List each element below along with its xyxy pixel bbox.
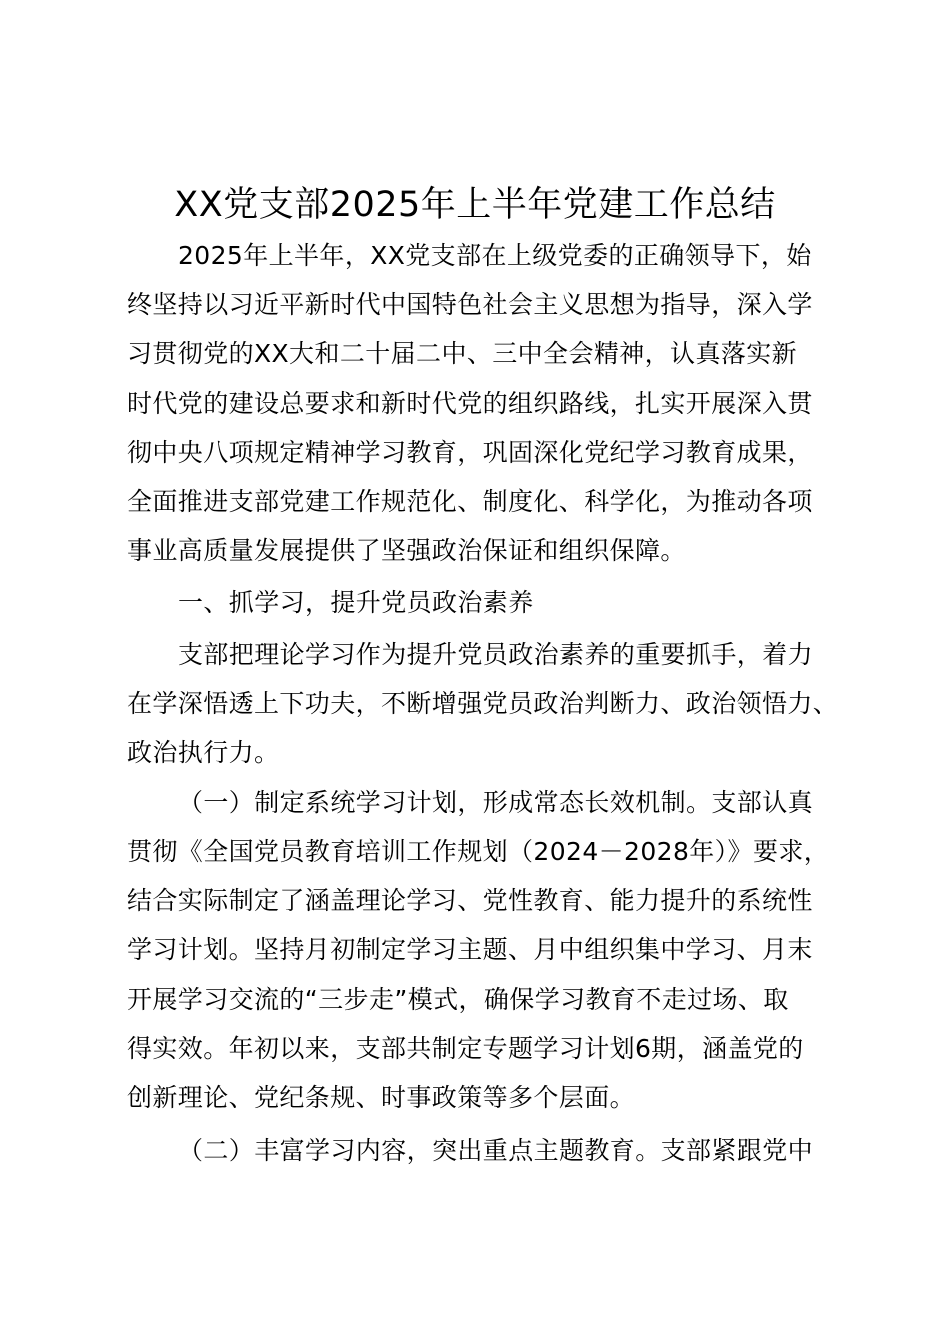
paragraph-line: 开展学习交流的“三步走”模式，确保学习教育不走过场、取 xyxy=(127,985,789,1014)
paragraph-line: 终坚持以习近平新时代中国特色社会主义思想为指导，深入学 xyxy=(127,290,813,319)
paragraph-line: 贯彻《全国党员教育培训工作规划（2024－2028年）》要求， xyxy=(127,837,830,866)
paragraph-line: 彻中央八项规定精神学习教育，巩固深化党纪学习教育成果， xyxy=(127,438,813,467)
paragraph-line: 事业高质量发展提供了坚强政治保证和组织保障。 xyxy=(127,536,686,565)
paragraph-line: 2025年上半年，XX党支部在上级党委的正确领导下，始 xyxy=(178,241,812,270)
paragraph-line: 得实效。年初以来，支部共制定专题学习计划6期，涵盖党的 xyxy=(127,1034,804,1063)
paragraph-line: 全面推进支部党建工作规范化、制度化、科学化，为推动各项 xyxy=(127,487,813,516)
paragraph-line: 习贯彻党的XX大和二十届二中、三中全会精神，认真落实新 xyxy=(127,339,798,368)
paragraph-line: 在学深悟透上下功夫，不断增强党员政治判断力、政治领悟力、 xyxy=(127,689,839,718)
paragraph-line: 学习计划。坚持月初制定学习主题、月中组织集中学习、月末 xyxy=(127,935,813,964)
section-heading: 一、抓学习，提升党员政治素养 xyxy=(178,588,534,617)
paragraph-line: 时代党的建设总要求和新时代党的组织路线，扎实开展深入贯 xyxy=(127,389,813,418)
paragraph-line: 创新理论、党纪条规、时事政策等多个层面。 xyxy=(127,1083,636,1112)
paragraph-line: （二）丰富学习内容，突出重点主题教育。支部紧跟党中 xyxy=(178,1136,814,1165)
paragraph-line: 结合实际制定了涵盖理论学习、党性教育、能力提升的系统性 xyxy=(127,886,813,915)
paragraph-line: 支部把理论学习作为提升党员政治素养的重要抓手，着力 xyxy=(178,640,814,669)
paragraph-line: （一）制定系统学习计划，形成常态长效机制。支部认真 xyxy=(178,788,814,817)
document-title: XX党支部2025年上半年党建工作总结 xyxy=(174,185,776,225)
paragraph-line: 政治执行力。 xyxy=(127,738,280,767)
